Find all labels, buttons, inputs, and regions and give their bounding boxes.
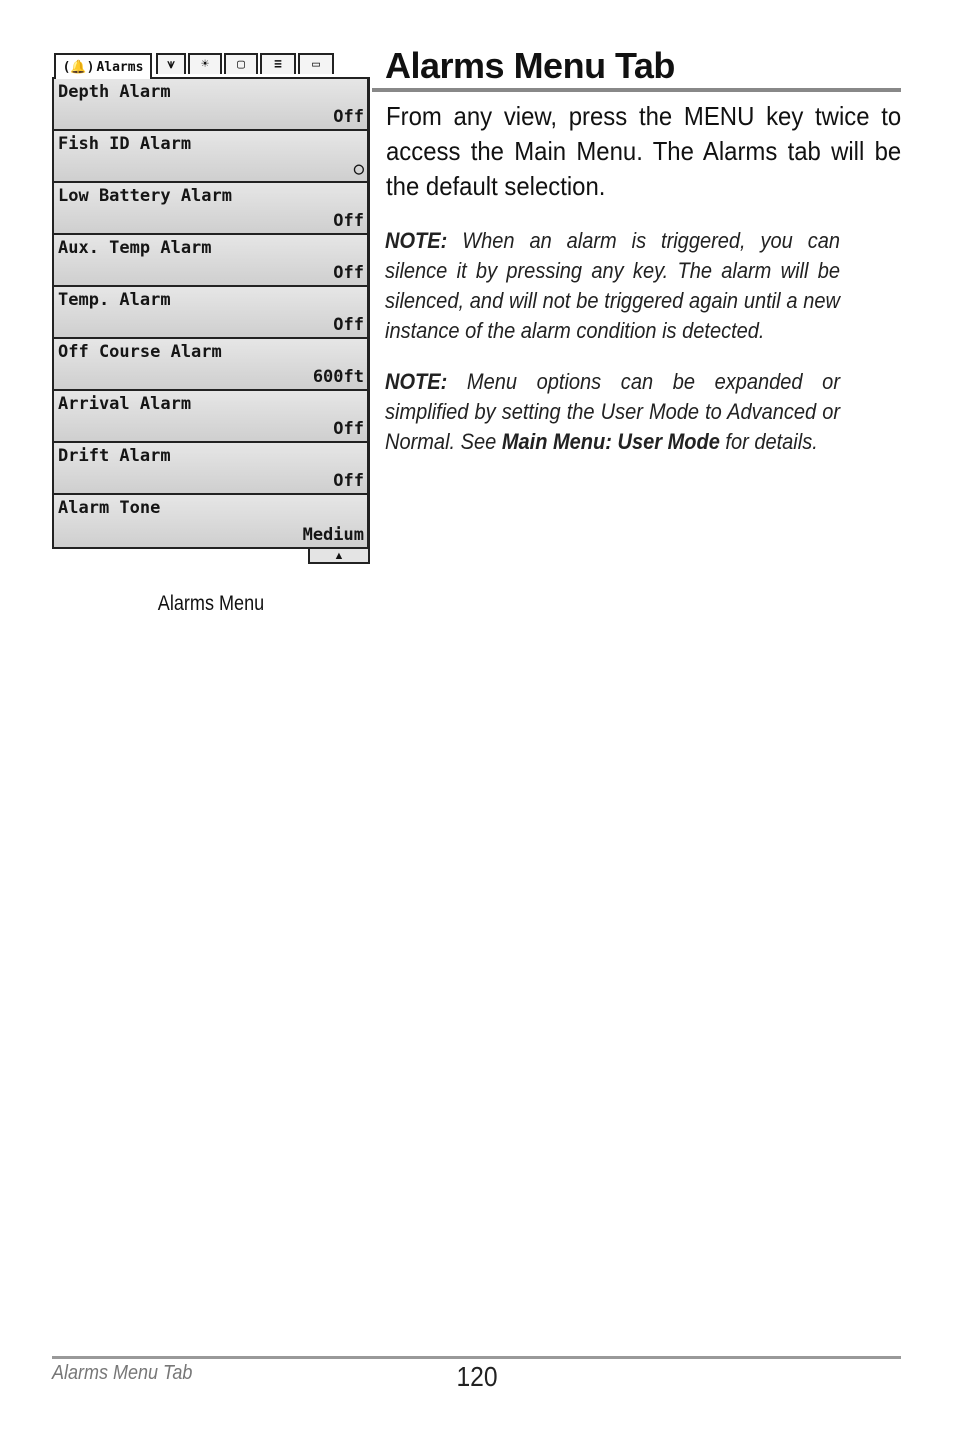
bell-icon: (🔔) [62, 59, 95, 75]
tab-display[interactable] [298, 53, 334, 74]
menu-item-value: Off [333, 471, 364, 491]
menu-bottom-bar [52, 549, 370, 565]
menu-item-label: Depth Alarm [58, 82, 171, 102]
menu-item-arrival-alarm[interactable] [54, 391, 367, 443]
tab-chart[interactable] [224, 53, 258, 74]
menu-item-depth-alarm[interactable] [54, 79, 367, 131]
display-icon: ▭ [312, 57, 320, 72]
menu-tab-bar [52, 53, 370, 79]
menu-item-value: ○ [353, 159, 364, 179]
tab-setup[interactable] [188, 53, 222, 74]
wrench-icon: ≡ [274, 57, 282, 72]
figure-caption: Alarms Menu [157, 592, 265, 615]
menu-item-value: Medium [302, 525, 364, 545]
note-user-mode [385, 367, 840, 457]
menu-item-value: Off [333, 107, 364, 127]
tab-alarms-label: Alarms [96, 59, 144, 75]
menu-item-label: Aux. Temp Alarm [58, 238, 212, 258]
menu-item-off-course-alarm[interactable] [54, 339, 367, 391]
footer-section-name: Alarms Menu Tab [52, 1362, 193, 1384]
scroll-up-indicator[interactable] [308, 549, 370, 564]
page-title: Alarms Menu Tab [385, 45, 675, 86]
menu-item-list [52, 79, 370, 549]
menu-item-label: Alarm Tone [58, 498, 161, 518]
menu-item-label: Off Course Alarm [58, 342, 222, 362]
sonar-icon: ⩛ [167, 57, 175, 72]
note-label: NOTE: [385, 228, 448, 253]
note-text-end: for details. [719, 429, 818, 454]
page-number: 120 [456, 1361, 498, 1392]
menu-item-value: Off [333, 419, 364, 439]
note-silence-alarm [385, 226, 840, 346]
note-text: Menu options can be expanded or simplified by setting the User Mode to Advanced or Normal. See [385, 369, 840, 454]
note-text: When an alarm is triggered, you can silence it by pressing any key. The alarm will be silenced, and will not be triggered again until a new instance of the alarm condition is detected. [385, 228, 840, 343]
menu-item-value: Off [333, 263, 364, 283]
menu-item-aux-temp-alarm[interactable] [54, 235, 367, 287]
menu-item-value: Off [333, 315, 364, 335]
menu-item-label: Fish ID Alarm [58, 134, 192, 154]
note-label: NOTE: [385, 369, 448, 394]
menu-item-drift-alarm[interactable] [54, 443, 367, 495]
menu-item-label: Drift Alarm [58, 446, 171, 466]
menu-item-low-battery-alarm[interactable] [54, 183, 367, 235]
chart-icon: ▢ [237, 57, 245, 72]
menu-item-label: Low Battery Alarm [58, 186, 232, 206]
chevron-up-icon: ▲ [333, 549, 345, 562]
menu-item-alarm-tone[interactable] [54, 495, 367, 547]
menu-item-value: 600ft [312, 367, 364, 387]
intro-paragraph: From any view, press the MENU key twice to access the Main Menu. The Alarms tab will be the default selection. [386, 101, 902, 201]
alarms-menu-screenshot [52, 53, 370, 565]
tab-alarms[interactable] [54, 53, 152, 79]
menu-item-temp-alarm[interactable] [54, 287, 367, 339]
menu-item-label: Arrival Alarm [58, 394, 192, 414]
tab-tools[interactable] [260, 53, 296, 74]
footer-divider [52, 1356, 901, 1359]
menu-item-value: Off [333, 211, 364, 231]
menu-item-label: Temp. Alarm [58, 290, 171, 310]
menu-item-fish-id-alarm[interactable] [54, 131, 367, 183]
cross-reference: Main Menu: User Mode [501, 429, 720, 454]
title-divider [372, 88, 901, 92]
tab-sonar[interactable] [156, 53, 186, 74]
sun-icon: ☀ [201, 57, 209, 72]
